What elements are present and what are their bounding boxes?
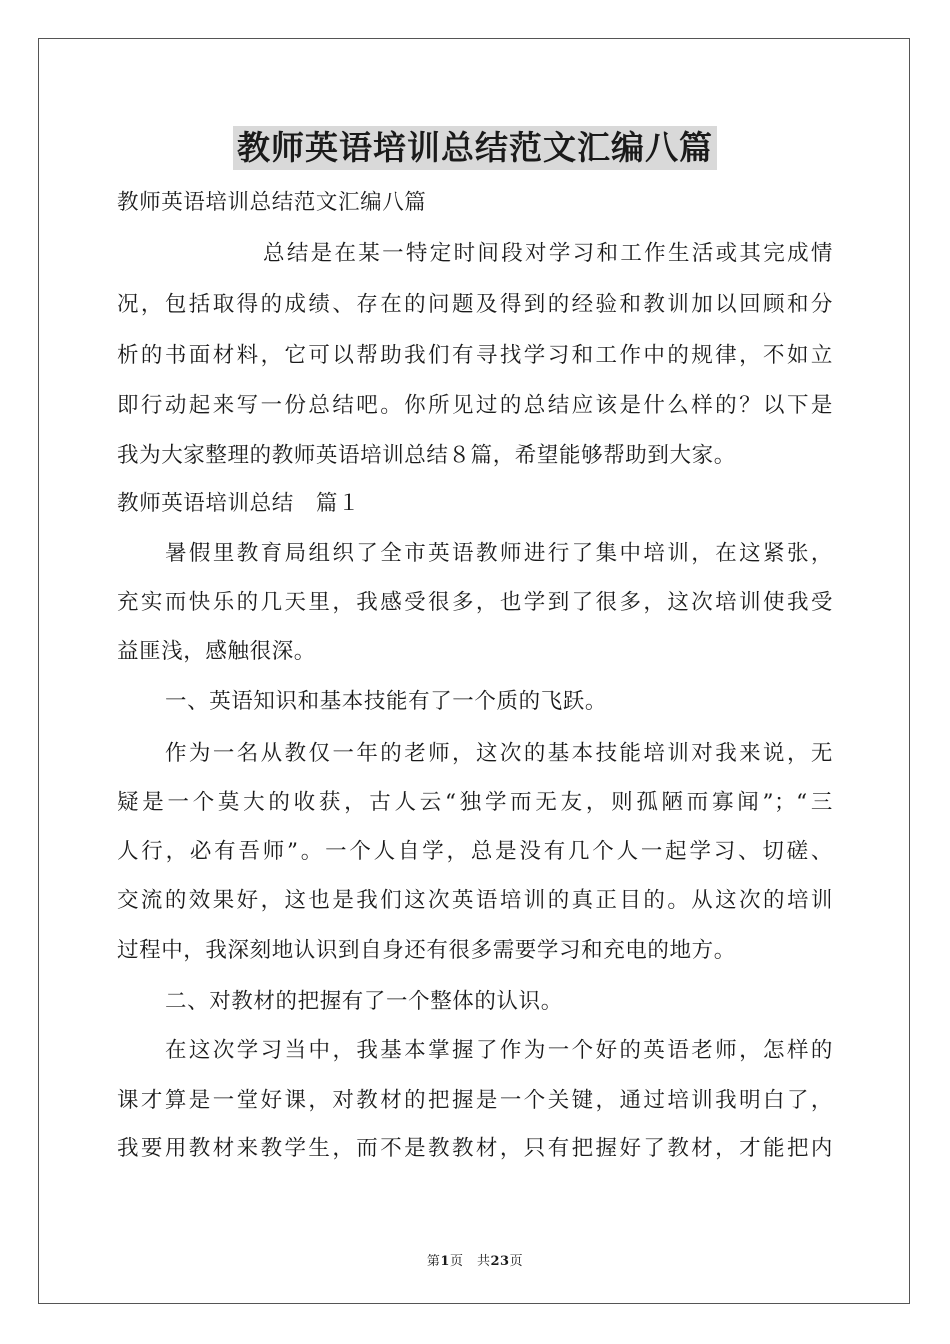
point-heading-1: 一、英语知识和基本技能有了一个质的飞跃。	[165, 689, 608, 714]
paragraph-line: 人行，必有吾师”。一个人自学，总是没有几个人一起学习、切磋、	[117, 839, 833, 864]
paragraph-line: 我要用教材来教学生，而不是教教材，只有把握好了教材，才能把内	[117, 1136, 833, 1161]
paragraph-line: 充实而快乐的几天里，我感受很多，也学到了很多，这次培训使我受	[117, 590, 833, 615]
intro-line: 况，包括取得的成绩、存在的问题及得到的经验和教训加以回顾和分	[117, 292, 833, 317]
footer-middle: 页 共	[449, 1254, 491, 1269]
section-heading: 教师英语培训总结 篇１	[117, 491, 361, 516]
paragraph-line: 暑假里教育局组织了全市英语教师进行了集中培训，在这紧张，	[165, 541, 833, 566]
document-title: 教师英语培训总结范文汇编八篇	[233, 126, 717, 170]
page-footer	[0, 1250, 950, 1269]
footer-suffix: 页	[509, 1254, 524, 1269]
point-heading-2: 二、对教材的把握有了一个整体的认识。	[165, 989, 563, 1014]
paragraph-line: 交流的效果好，这也是我们这次英语培训的真正目的。从这次的培训	[117, 888, 833, 913]
paragraph-line: 疑是一个莫大的收获，古人云“独学而无友，则孤陋而寡闻”；“三	[117, 790, 833, 815]
paragraph-line: 益匪浅，感触很深。	[117, 639, 316, 664]
paragraph-line: 在这次学习当中，我基本掌握了作为一个好的英语老师，怎样的	[165, 1038, 833, 1063]
footer-page-total: 23	[490, 1254, 510, 1269]
title-container	[0, 126, 950, 170]
paragraph-line: 作为一名从教仅一年的老师，这次的基本技能培训对我来说，无	[165, 741, 833, 766]
intro-line: 析的书面材料，它可以帮助我们有寻找学习和工作中的规律，不如立	[117, 343, 833, 368]
paragraph-line: 过程中，我深刻地认识到自身还有很多需要学习和充电的地方。	[117, 938, 736, 963]
intro-line: 总结是在某一特定时间段对学习和工作生活或其完成情	[263, 241, 833, 266]
paragraph-line: 课才算是一堂好课，对教材的把握是一个关键，通过培训我明白了，	[117, 1088, 833, 1113]
footer-prefix: 第	[426, 1254, 441, 1269]
intro-line: 即行动起来写一份总结吧。你所见过的总结应该是什么样的？以下是	[117, 393, 833, 418]
footer-page-current: 1	[440, 1254, 450, 1269]
page-border	[38, 38, 910, 1304]
intro-line: 我为大家整理的教师英语培训总结８篇，希望能够帮助到大家。	[117, 443, 736, 468]
document-subtitle: 教师英语培训总结范文汇编八篇	[117, 190, 427, 215]
